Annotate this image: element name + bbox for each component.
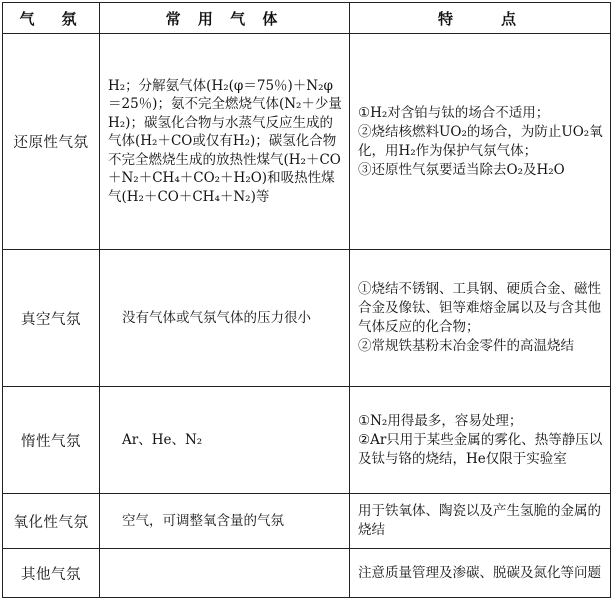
features-cell bbox=[350, 494, 611, 549]
header-common-gases: 常 用 气 体 bbox=[100, 3, 350, 34]
atmosphere-cell: 其他气氛 bbox=[3, 549, 100, 598]
gases-text: 空气，可调整氧含量的气氛 bbox=[122, 512, 284, 529]
features-cell bbox=[350, 549, 611, 598]
header-atmosphere: 气 氛 bbox=[3, 3, 100, 34]
features-cell bbox=[350, 34, 611, 250]
gases-text: 没有气体或气氛气体的压力很小 bbox=[122, 309, 311, 326]
table-row bbox=[3, 34, 611, 250]
header-features: 特 点 bbox=[350, 3, 611, 34]
atmosphere-cell: 氧化性气氛 bbox=[3, 494, 100, 549]
feature-item: ②常规铁基粉末冶金零件的高温烧结 bbox=[358, 338, 574, 354]
table-header bbox=[3, 3, 611, 34]
feature-item: ①烧结不锈钢、工具钢、硬质合金、磁性合金及像钛、钽等难熔金属以及与含其他气体反应的化合物； bbox=[358, 281, 601, 335]
table-row bbox=[3, 494, 611, 549]
gases-text: H₂；分解氨气体(H₂(φ＝75％)＋N₂φ＝25％)；氨不完全燃烧气体(N₂＋少量H₂)；碳氢化合物与水蒸气反应生成的气体(H₂＋CO或仅有H₂)；碳氢化合物不完全燃烧生成的放热性煤气(H₂＋CO＋N₂＋CH₄＋CO₂＋H₂O)和吸热性煤气(H₂＋CO＋CH₄＋N₂)等 bbox=[108, 77, 342, 205]
gases-cell bbox=[100, 494, 350, 549]
atmosphere-cell: 真空气氛 bbox=[3, 250, 100, 387]
sintering-atmosphere-table bbox=[2, 2, 611, 598]
feature-item: ②Ar只用于某些金属的雾化、热等静压以及钛与铬的烧结，He仅限于实验室 bbox=[358, 431, 603, 467]
gases-cell bbox=[100, 34, 350, 250]
atmosphere-cell: 惰性气氛 bbox=[3, 387, 100, 494]
table-row bbox=[3, 549, 611, 598]
feature-item: ①N₂用得最多，容易处理； bbox=[358, 412, 523, 429]
table-row bbox=[3, 387, 611, 494]
feature-item: 用于铁氧体、陶瓷以及产生氢脆的金属的烧结 bbox=[358, 503, 601, 538]
feature-item: ②烧结核燃料UO₂的场合，为防止UO₂氧化，用H₂作为保护气氛气体； bbox=[358, 123, 603, 159]
gases-text: Ar、He、N₂ bbox=[122, 431, 203, 448]
feature-item: 注意质量管理及渗碳、脱碳及氮化等问题 bbox=[358, 564, 601, 581]
features-cell bbox=[350, 250, 611, 387]
gases-cell bbox=[100, 387, 350, 494]
feature-item: ①H₂对含铂与钛的场合不适用； bbox=[358, 104, 550, 121]
features-cell bbox=[350, 387, 611, 494]
feature-item: ③还原性气氛要适当除去O₂及H₂O bbox=[358, 161, 565, 178]
table-row bbox=[3, 250, 611, 387]
gases-cell bbox=[100, 250, 350, 387]
gases-cell bbox=[100, 549, 350, 598]
atmosphere-cell: 还原性气氛 bbox=[3, 34, 100, 250]
